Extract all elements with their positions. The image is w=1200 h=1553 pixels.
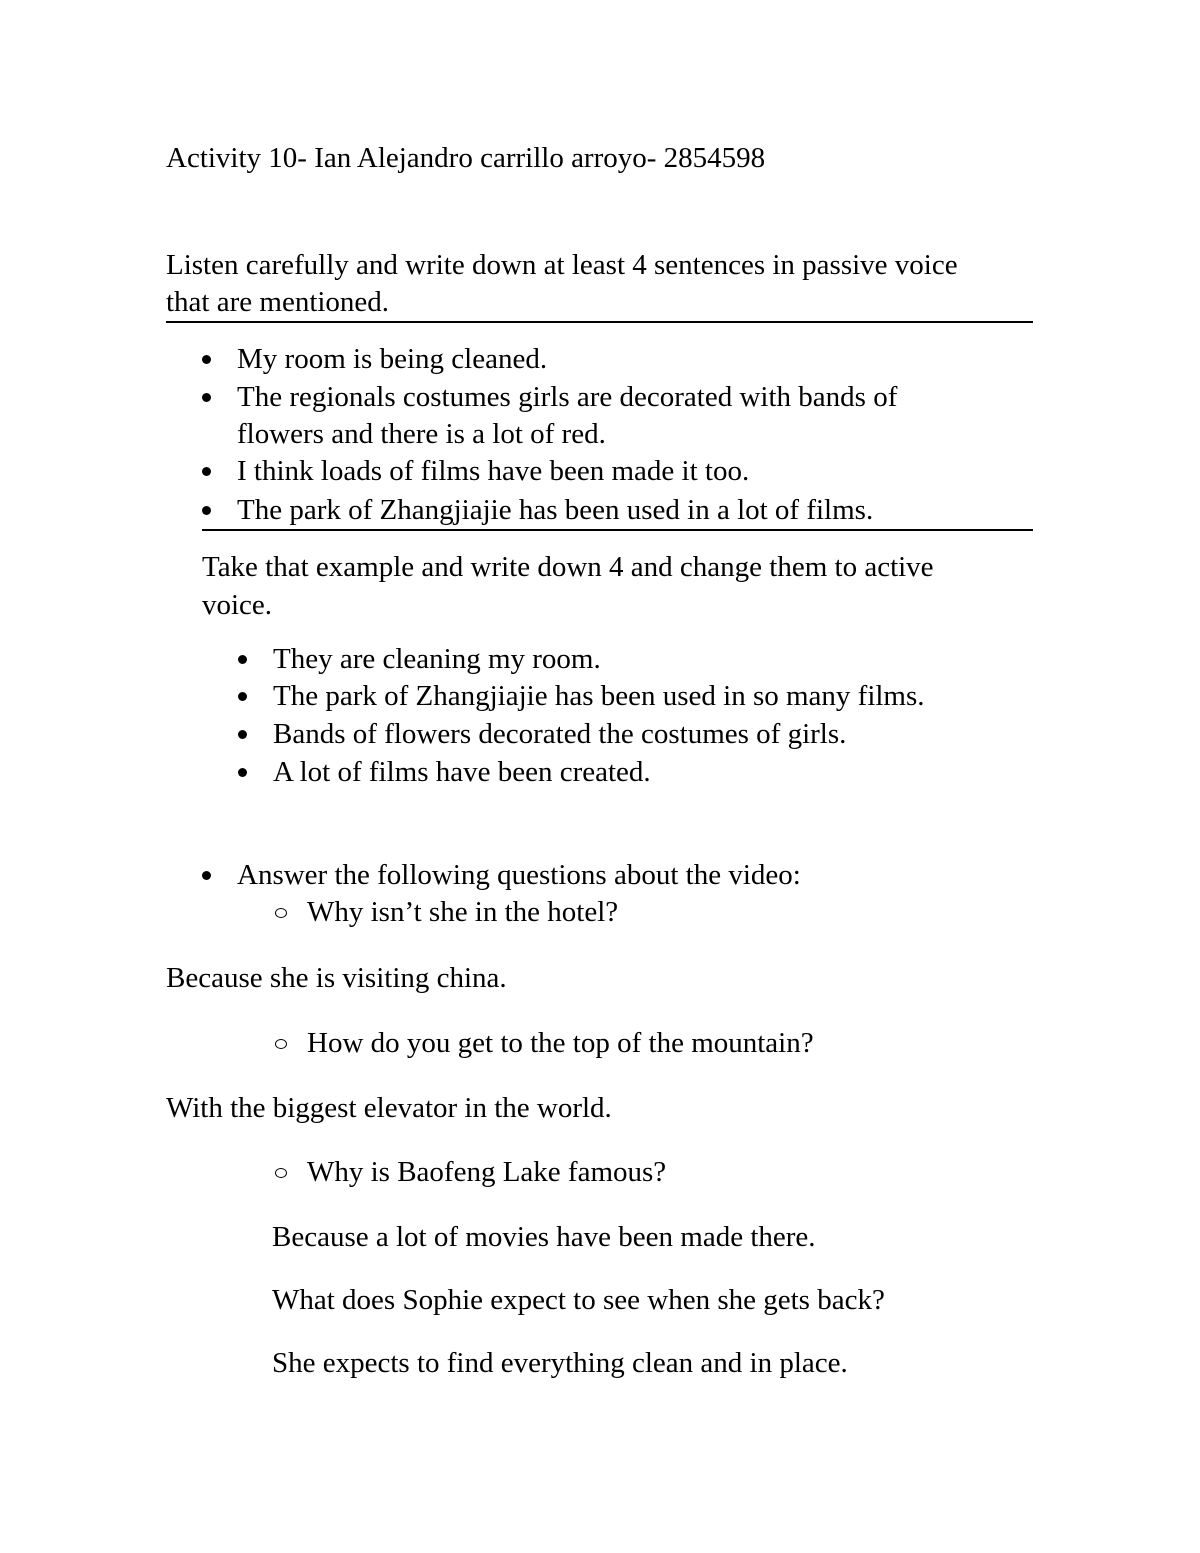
question-4: What does Sophie expect to see when she gets back? xyxy=(272,1284,885,1316)
passive-sentence-3: I think loads of films have been made it too. xyxy=(237,455,750,487)
bullet-icon xyxy=(202,393,211,402)
question-3: Why is Baofeng Lake famous? xyxy=(307,1156,667,1188)
bullet-icon xyxy=(202,467,211,476)
passive-sentence-1: My room is being cleaned. xyxy=(237,343,548,375)
question-1: Why isn’t she in the hotel? xyxy=(307,896,619,928)
answer-1: Because she is visiting china. xyxy=(166,962,507,994)
passive-sentence-2: The regionals costumes girls are decorated with bands of xyxy=(237,381,898,413)
answer-2: With the biggest elevator in the world. xyxy=(166,1092,612,1124)
bullet-icon xyxy=(238,768,247,777)
active-sentence-1: They are cleaning my room. xyxy=(273,643,601,675)
bullet-icon xyxy=(238,655,247,664)
bullet-icon xyxy=(202,871,211,880)
hollow-bullet-icon xyxy=(275,1168,287,1178)
passive-instruction-line1: Listen carefully and write down at least 4 sentences in passive voice xyxy=(166,249,958,281)
document-title: Activity 10- Ian Alejandro carrillo arroyo- 2854598 xyxy=(166,142,766,174)
bullet-icon xyxy=(238,692,247,701)
passive-sentence-4: The park of Zhangjiajie has been used in a lot of films. xyxy=(237,494,874,526)
question-2: How do you get to the top of the mountain? xyxy=(307,1027,814,1059)
answer-3: Because a lot of movies have been made there. xyxy=(272,1221,816,1253)
bullet-icon xyxy=(202,355,211,364)
questions-heading: Answer the following questions about the video: xyxy=(237,859,801,891)
bottom-divider-line xyxy=(202,529,1033,531)
top-divider-line xyxy=(166,321,1033,323)
active-sentence-3: Bands of flowers decorated the costumes of girls. xyxy=(273,718,847,750)
passive-instruction-line2: that are mentioned. xyxy=(166,286,390,318)
bullet-icon xyxy=(202,506,211,515)
answer-4: She expects to find everything clean and in place. xyxy=(272,1347,848,1379)
passive-sentence-2-continued: flowers and there is a lot of red. xyxy=(237,418,606,450)
bullet-icon xyxy=(238,730,247,739)
hollow-bullet-icon xyxy=(275,908,287,918)
active-instruction-line2: voice. xyxy=(202,589,273,621)
active-instruction-line1: Take that example and write down 4 and change them to active xyxy=(202,551,934,583)
hollow-bullet-icon xyxy=(275,1039,287,1049)
active-sentence-4: A lot of films have been created. xyxy=(273,756,651,788)
active-sentence-2: The park of Zhangjiajie has been used in so many films. xyxy=(273,680,925,712)
